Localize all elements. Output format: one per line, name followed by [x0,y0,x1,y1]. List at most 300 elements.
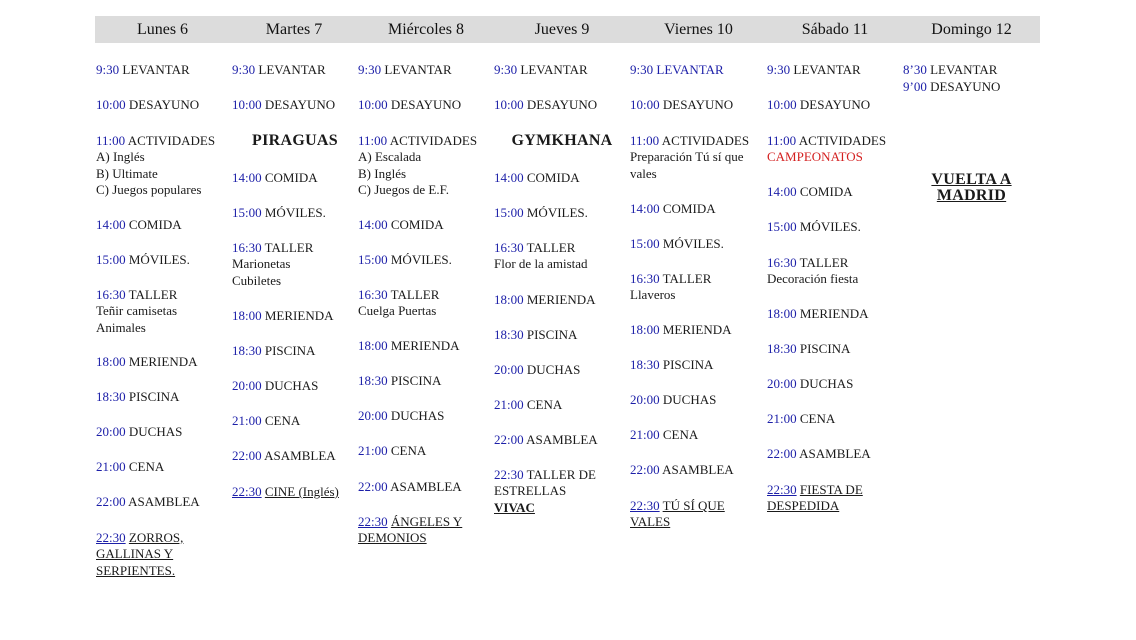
entry-time: 16:30 [494,240,524,255]
entry-headline [494,362,580,378]
schedule-entry [232,484,339,500]
entry-activity: TALLER [264,240,314,255]
entry-headline [96,424,182,440]
entry-headline [232,205,326,221]
entry-headline [358,217,444,233]
entry-activity: CENA [526,397,563,412]
entry-activity: TÚ SÍ QUE [662,498,725,513]
entry-time: 15:00 [630,236,660,251]
entry-headline [630,236,724,252]
entry-headline [96,287,177,303]
entry-headline [96,459,164,475]
entry-activity: COMIDA [128,217,182,232]
entry-activity: DESAYUNO [526,97,598,112]
entry-headline [494,292,595,308]
entry-detail: B) Ultimate [96,165,158,181]
entry-time: 14:00 [358,217,388,232]
entry-headline [767,341,850,357]
schedule-entry [630,392,716,408]
entry-time: 16:30 [232,240,262,255]
entry-activity: CENA [390,443,427,458]
entry-time: 18:00 [96,354,126,369]
entry-headline [767,255,858,271]
schedule-entry [767,184,853,200]
entry-activity: MERIENDA [662,322,732,337]
schedule-entry [630,236,724,252]
entry-headline [96,217,182,233]
entry-time: 18:30 [96,389,126,404]
entry-time: 16:30 [96,287,126,302]
entry-time: 21:00 [494,397,524,412]
entry-activity: ASAMBLEA [390,479,462,494]
entry-time: 10:00 [96,97,126,112]
entry-activity: MÓVILES. [662,236,724,251]
entry-time: 18:30 [358,373,388,388]
schedule-entry [232,62,326,78]
entry-time: 22:30 [767,482,797,497]
entry-time: 21:00 [232,413,262,428]
schedule-entry [358,97,461,113]
entry-activity: COMIDA [799,184,853,199]
entry-activity: ACTIVIDADES [127,133,216,148]
entry-headline [96,133,215,149]
entry-headline [767,133,886,149]
entry-time: 18:00 [767,306,797,321]
entry-activity: TALLER DE [526,467,597,482]
entry-headline [232,448,336,464]
entry-activity: CENA [264,413,301,428]
schedule-entry [767,133,886,166]
schedule-entry [232,448,336,464]
entry-activity: ACTIVIDADES [389,133,478,148]
entry-activity: MÓVILES. [526,205,588,220]
entry-activity: ASAMBLEA [526,432,598,447]
schedule-entry [232,240,313,289]
entry-headline [630,498,725,514]
entry-activity: MERIENDA [390,338,460,353]
entry-time: 11:00 [630,133,660,148]
schedule-entry [96,424,182,440]
entry-time: 16:30 [767,255,797,270]
entry-headline [494,97,597,113]
entry-headline [494,170,580,186]
entry-activity: PISCINA [799,341,851,356]
entry-headline [96,494,200,510]
entry-detail: VALES [630,514,671,530]
entry-headline [767,306,868,322]
entry-time: 11:00 [358,133,388,148]
entry-activity: ASAMBLEA [662,462,734,477]
entry-time: 18:30 [767,341,797,356]
entry-headline [358,338,459,354]
day-header-saturday: Sábado 11 [801,21,869,38]
entry-headline [232,308,333,324]
entry-headline [494,397,562,413]
entry-headline [630,357,713,373]
entry-time: 9:30 [494,62,518,77]
schedule-entry [630,201,716,217]
entry-time: 14:00 [767,184,797,199]
entry-activity: MERIENDA [264,308,334,323]
entry-activity: DESAYUNO [662,97,734,112]
entry-activity: MÓVILES. [264,205,326,220]
entry-activity: COMIDA [264,170,318,185]
entry-headline [232,170,318,186]
schedule-entry [494,240,588,273]
entry-headline [96,97,199,113]
entry-time: 14:00 [630,201,660,216]
entry-headline [358,252,452,268]
schedule-entry [232,308,333,324]
schedule-entry [494,397,562,413]
entry-detail: SERPIENTES. [96,562,176,578]
schedule-entry [903,79,1000,95]
schedule-entry [494,467,596,516]
entry-time: 9:30 [767,62,791,77]
entry-time: 8’30 [903,62,927,77]
entry-activity: DESAYUNO [930,79,1001,94]
entry-activity: DUCHAS [128,424,183,439]
schedule-entry [96,354,197,370]
entry-detail: VIVAC [494,499,535,515]
entry-headline [358,97,461,113]
entry-time: 20:00 [358,408,388,423]
schedule-entry [232,343,315,359]
schedule-entry [903,62,997,78]
entry-activity: LEVANTAR [122,62,190,77]
entry-headline [767,97,870,113]
entry-headline [232,484,339,500]
entry-detail: DEMONIOS [358,530,427,546]
entry-activity: TALLER [128,287,178,302]
schedule-entry [630,427,698,443]
entry-time: 22:00 [96,494,126,509]
entry-headline [630,392,716,408]
entry-activity: CENA [128,459,165,474]
schedule-entry [96,217,182,233]
entry-headline [96,389,179,405]
schedule-entry [767,219,861,235]
entry-time: 15:00 [767,219,797,234]
entry-time: 22:30 [232,484,262,499]
entry-detail: GALLINAS Y [96,546,174,562]
entry-time: 18:30 [232,343,262,358]
entry-activity: LEVANTAR [930,62,998,77]
entry-headline [358,443,426,459]
entry-activity: ACTIVIDADES [661,133,750,148]
activity-highlight: PIRAGUAS [252,132,338,149]
entry-activity: DUCHAS [662,392,717,407]
schedule-entry [630,271,711,304]
schedule-entry [903,172,1040,205]
schedule-entry [96,530,183,579]
schedule-entry [494,170,580,186]
entry-headline [767,219,861,235]
day-header-tuesday: Martes 7 [265,21,323,38]
entry-activity: MERIENDA [799,306,869,321]
entry-activity: DESAYUNO [264,97,336,112]
entry-time: 22:30 [96,530,126,545]
entry-headline [767,482,863,498]
schedule-entry [494,62,588,78]
entry-activity: CENA [799,411,836,426]
entry-time: 21:00 [630,427,660,442]
entry-time: 22:30 [494,467,524,482]
entry-headline [358,62,452,78]
schedule-entry [767,482,863,515]
entry-activity: ÁNGELES Y [390,514,463,529]
entry-headline [494,240,588,256]
schedule-entry [630,97,733,113]
entry-time: 15:00 [494,205,524,220]
entry-time: 22:00 [358,479,388,494]
schedule-entry [96,389,179,405]
entry-detail: Llaveros [630,287,676,303]
entry-activity: COMIDA [526,170,580,185]
day-header-sunday: Domingo 12 [931,21,1012,38]
entry-time: 11:00 [767,133,797,148]
entry-activity: DESAYUNO [128,97,200,112]
schedule-entry [358,217,444,233]
schedule-entry [630,462,734,478]
day-header-monday: Lunes 6 [136,21,189,38]
schedule-entry [767,341,850,357]
entry-headline [494,205,588,221]
day-header-wednesday: Miércoles 8 [388,21,464,38]
entry-headline [96,530,183,546]
entry-detail: Decoración fiesta [767,271,859,287]
entry-time: 18:30 [494,327,524,342]
entry-time: 14:00 [232,170,262,185]
schedule-entry [358,62,452,78]
entry-time: 20:00 [494,362,524,377]
entry-time: 18:00 [358,338,388,353]
entry-headline [630,427,698,443]
entry-time: 9:30 [232,62,256,77]
entry-activity: MÓVILES. [799,219,861,234]
entry-activity: ACTIVIDADES [798,133,887,148]
schedule-entry [358,338,459,354]
entry-activity: LEVANTAR [656,62,724,77]
day-header-friday: Viernes 10 [664,21,733,38]
schedule-entry [767,255,858,288]
entry-activity: COMIDA [662,201,716,216]
entry-time: 9’00 [903,79,927,94]
entry-activity: TALLER [662,271,712,286]
entry-detail: Teñir camisetas [96,303,178,319]
entry-time: 14:00 [494,170,524,185]
schedule-entry [630,62,724,78]
entry-detail: Preparación Tú sí que [630,149,744,165]
day-header-thursday: Jueves 9 [534,21,590,38]
entry-headline [358,514,462,530]
schedule-entry [96,459,164,475]
entry-activity: MÓVILES. [128,252,190,267]
activity-highlight: MADRID [936,187,1007,205]
entry-headline [96,252,190,268]
entry-time: 22:00 [767,446,797,461]
schedule-entry [358,133,477,198]
entry-detail: C) Juegos populares [96,181,202,197]
entry-detail: Cuelga Puertas [358,303,437,319]
entry-activity: PISCINA [128,389,180,404]
schedule-entry [630,498,725,531]
schedule-entry [358,514,462,547]
entry-time: 18:30 [630,357,660,372]
schedule-entry [232,133,358,149]
entry-activity: DUCHAS [264,378,319,393]
schedule-entry [232,413,300,429]
day-header-bar [95,16,1040,43]
entry-time: 22:30 [630,498,660,513]
entry-time: 20:00 [232,378,262,393]
entry-activity: TALLER [526,240,576,255]
entry-time: 10:00 [358,97,388,112]
entry-detail: A) Inglés [96,149,145,165]
entry-time: 10:00 [767,97,797,112]
schedule-entry [767,446,871,462]
entry-headline [767,411,835,427]
entry-time: 18:00 [494,292,524,307]
entry-time: 16:30 [630,271,660,286]
entry-time: 11:00 [96,133,126,148]
entry-activity: MERIENDA [526,292,596,307]
entry-time: 22:00 [232,448,262,463]
entry-headline [96,354,197,370]
entry-headline [767,376,853,392]
entry-time: 10:00 [494,97,524,112]
entry-headline [358,479,462,495]
schedule-entry [358,373,441,389]
schedule-entry [358,443,426,459]
entry-activity: TALLER [390,287,440,302]
entry-headline [630,462,734,478]
entry-activity: DUCHAS [526,362,581,377]
schedule-entry [96,287,177,336]
activity-highlight: VUELTA A [931,171,1012,188]
schedule-entry [767,97,870,113]
entry-activity: FIESTA DE [799,482,863,497]
entry-detail: ESTRELLAS [494,483,567,499]
schedule-entry [767,306,868,322]
entry-headline [630,271,711,287]
entry-headline [494,327,577,343]
entry-activity: CINE (Inglés) [264,484,339,499]
entry-headline [358,373,441,389]
entry-headline [630,322,731,338]
schedule-entry [630,322,731,338]
schedule-entry [494,133,630,149]
entry-time: 15:00 [232,205,262,220]
entry-activity: LEVANTAR [384,62,452,77]
entry-activity: PISCINA [526,327,578,342]
entry-time: 9:30 [96,62,120,77]
entry-time: 10:00 [232,97,262,112]
entry-headline [232,378,318,394]
schedule-entry [630,133,749,182]
schedule-entry [358,287,439,320]
entry-activity: MÓVILES. [390,252,452,267]
schedule-entry [96,97,199,113]
schedule-entry [232,170,318,186]
schedule-entry [494,432,598,448]
entry-activity: TALLER [799,255,849,270]
entry-headline [903,79,1000,95]
entry-detail: A) Escalada [358,149,422,165]
schedule-entry [494,327,577,343]
schedule-entry [96,252,190,268]
schedule-entry [494,362,580,378]
schedule-entry [767,411,835,427]
schedule-entry [630,357,713,373]
schedule-entry [96,494,200,510]
entry-headline [358,408,444,424]
entry-headline [232,343,315,359]
entry-headline [630,133,749,149]
entry-activity: COMIDA [390,217,444,232]
entry-time: 9:30 [358,62,382,77]
entry-activity: LEVANTAR [258,62,326,77]
schedule-entry [96,133,215,198]
entry-detail: vales [630,165,657,181]
entry-activity: DESAYUNO [799,97,871,112]
entry-time: 15:00 [96,252,126,267]
entry-activity: DUCHAS [799,376,854,391]
schedule-entry [232,205,326,221]
schedule-entry [358,408,444,424]
entry-activity: MERIENDA [128,354,198,369]
entry-detail: B) Inglés [358,165,407,181]
entry-headline [630,97,733,113]
entry-detail: Flor de la amistad [494,256,588,272]
entry-detail: Marionetas [232,256,291,272]
entry-time: 18:00 [630,322,660,337]
activity-highlight: GYMKHANA [511,132,613,149]
entry-activity: LEVANTAR [793,62,861,77]
entry-headline [494,432,598,448]
entry-headline [767,184,853,200]
entry-time: 22:30 [358,514,388,529]
entry-activity: CENA [662,427,699,442]
entry-activity: ASAMBLEA [128,494,200,509]
entry-time: 21:00 [358,443,388,458]
entry-headline [232,62,326,78]
entry-activity: DESAYUNO [390,97,462,112]
entry-time: 21:00 [96,459,126,474]
schedule-entry [96,62,190,78]
entry-time: 9:30 [630,62,654,77]
entry-detail: DESPEDIDA [767,498,840,514]
entry-activity: ZORROS, [128,530,184,545]
entry-time: 20:00 [96,424,126,439]
schedule-entry [358,252,452,268]
entry-activity: ASAMBLEA [799,446,871,461]
schedule-entry [494,292,595,308]
schedule-entry [358,479,462,495]
entry-time: 20:00 [767,376,797,391]
entry-detail: C) Juegos de E.F. [358,181,450,197]
entry-time: 15:00 [358,252,388,267]
entry-activity: DUCHAS [390,408,445,423]
schedule-entry [494,97,597,113]
entry-time: 22:00 [630,462,660,477]
entry-detail: Animales [96,319,146,335]
entry-headline [630,201,716,217]
entry-activity: LEVANTAR [520,62,588,77]
entry-time: 14:00 [96,217,126,232]
entry-headline [232,413,300,429]
entry-activity: PISCINA [264,343,316,358]
